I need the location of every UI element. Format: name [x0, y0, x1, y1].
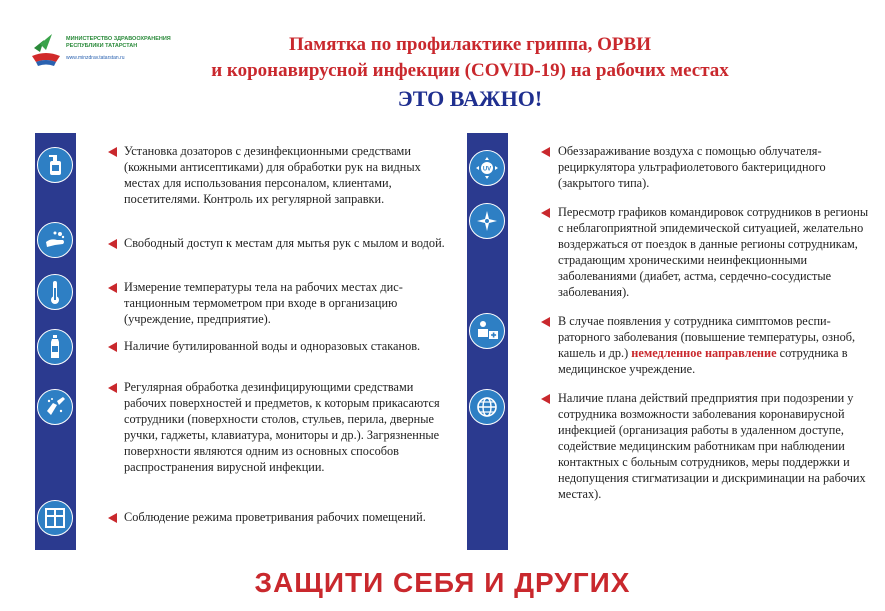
water-bottle-icon — [37, 329, 73, 365]
svg-text:UV: UV — [482, 166, 492, 173]
list-item: Пересмотр графиков командировок сотрудников в регионы с неблагоприятной эпидемической ситуацией, желательно воздержаться от поездок в данные регионы сотрудникам, страдающим хроническими неинфекционными заболеваниями (диабет, астма, сердечно-сосудистые заболевания). — [558, 205, 869, 299]
list-item: Регулярная обработка дезинфицирующими средствами рабочих поверхностей и предметов, к которым прикасаются сотрудники (поверхности столов, стульев, перила, дверные ручки, гаджеты, клавиатура, мониторы и др.). Загрязненные поверхности являются одним из основных способов распространения вирусной инфекции. — [124, 380, 440, 474]
ministry-url: www.minzdrav.tatarstan.ru — [66, 55, 125, 61]
uv-recirculator-icon — [469, 150, 505, 186]
list-item-text: В случае появления у сотрудника симптомов респираторного заболевания (повышение температуры, озноб, кашель и др.) — [558, 314, 856, 360]
bullet-marker — [541, 394, 550, 404]
list-item: Установка дозаторов с дезинфекционными средствами (кожными антисептиками) для обработки рук на видных местах для использования персоналом, клиентами, посетителями. Контроль их регулярной заправки. — [124, 144, 421, 206]
bullet-marker — [108, 239, 117, 249]
list-item-highlight: немедленное направление — [631, 346, 777, 360]
bullet-marker — [541, 317, 550, 327]
list-item-text: сотрудника в медицинское учреждение. — [558, 346, 848, 376]
bullet-marker — [108, 283, 117, 293]
list-item: Обеззараживание воздуха с помощью облучателя-рециркулятора ультрафиолетового бактерицидного (закрытого типа). — [558, 144, 826, 190]
bullet-marker — [541, 208, 550, 218]
hand-washing-icon — [37, 222, 73, 258]
list-item — [558, 313, 873, 377]
list-item: Наличие бутилированной воды и одноразовых стаканов. — [124, 339, 421, 353]
bullet-marker — [108, 342, 117, 352]
list-item: Свободный доступ к местам для мытья рук с мылом и водой. — [124, 236, 445, 250]
sanitizer-dispenser-icon — [37, 147, 73, 183]
page-title-line-2: и коронавирусной инфекции (COVID-19) на рабочих местах — [211, 60, 729, 81]
bullet-marker — [108, 147, 117, 157]
tatarstan-emblem-icon — [30, 30, 64, 68]
right-icon-strip — [467, 133, 508, 550]
sick-employee-icon — [469, 313, 505, 349]
disinfection-spray-icon — [37, 389, 73, 425]
bullet-marker — [541, 147, 550, 157]
bullet-marker — [108, 513, 117, 523]
list-item: Измерение температуры тела на рабочих местах дистанционным термометром при входе в организацию (учреждение, предприятие). — [124, 280, 403, 326]
list-item: Соблюдение режима проветривания рабочих помещений. — [124, 510, 426, 524]
window-ventilation-icon — [37, 500, 73, 536]
ministry-name: МИНИСТЕРСТВО ЗДРАВООХРАНЕНИЯ РЕСПУБЛИКИ ТАТАРСТАН — [66, 36, 171, 49]
bullet-marker — [108, 383, 117, 393]
globe-icon — [469, 389, 505, 425]
compass-travel-icon — [469, 203, 505, 239]
left-icon-strip — [35, 133, 76, 550]
page-title-line-1: Памятка по профилактике гриппа, ОРВИ — [289, 34, 651, 55]
thermometer-icon — [37, 274, 73, 310]
important-heading: ЭТО ВАЖНО! — [397, 86, 543, 111]
list-item: Наличие плана действий предприятия при подозрении у сотрудника возможности заболевания коронавирусной инфекцией (организация работы в удаленном доступе, содействие медицинским работникам при наблюдении контактных с больным сотрудников, меры поддержки и недопущения стигматизации и дискриминации на рабочих местах). — [558, 391, 866, 501]
slogan: ЗАЩИТИ СЕБЯ И ДРУГИХ — [254, 567, 631, 598]
